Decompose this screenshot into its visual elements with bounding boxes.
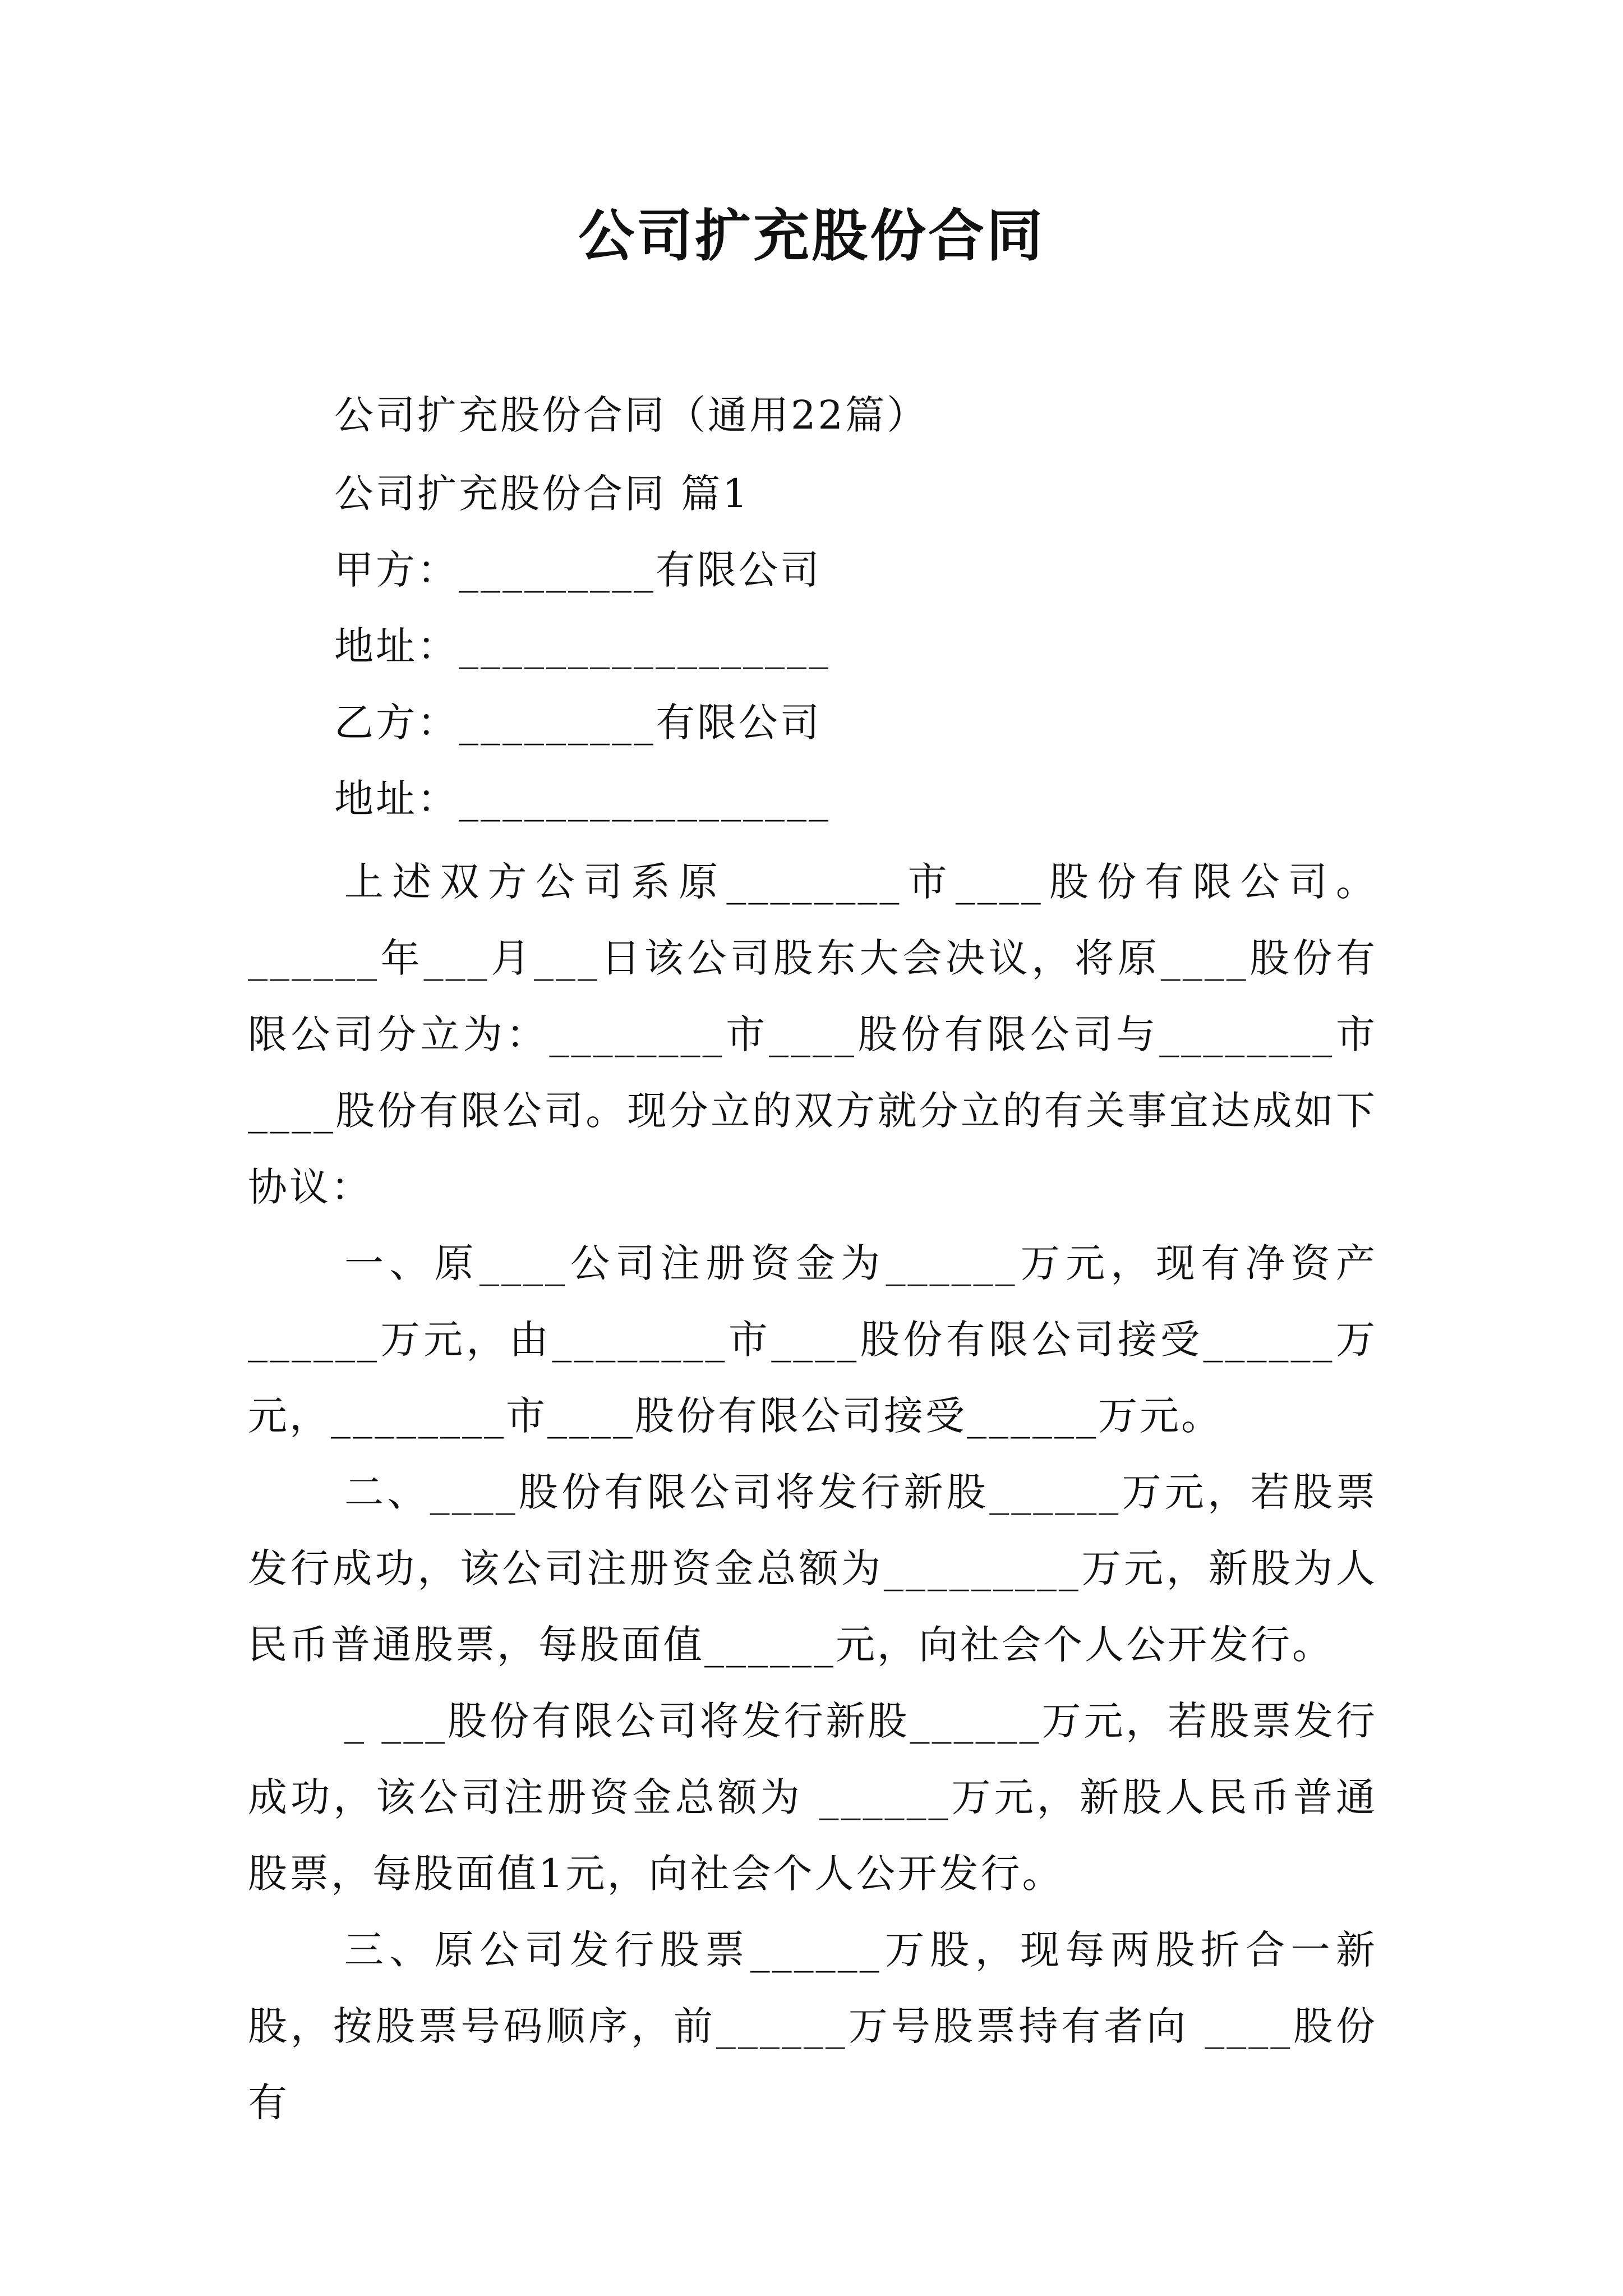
paragraph-2: 一、原____公司注册资金为______万元，现有净资产______万元，由________市____股份有限公司接受______万元，________市____股份有限公司接受______万元。 [248, 1240, 1377, 1439]
document-title: 公司扩充股份合同 [578, 203, 1045, 269]
document-subtitle: 公司扩充股份合同（通用22篇） [334, 392, 929, 438]
paragraph-5: 三、原公司发行股票______万股，现每两股折合一新股，按股票号码顺序，前______万号股票持有者向 ____股份有 [248, 1927, 1377, 2125]
paragraph-4: _ ___股份有限公司将发行新股______万元，若股票发行成功，该公司注册资金总额为 ______万元，新股人民币普通股票，每股面值1元，向社会个人公开发行。 [248, 1698, 1377, 1897]
party-b-line: 乙方：_________有限公司 [334, 700, 822, 746]
address-b-line: 地址：_________________ [334, 776, 831, 822]
address-a-line: 地址：_________________ [334, 623, 831, 669]
paragraph-1: 上述双方公司系原________市____股份有限公司。______年___月___日该公司股东大会决议，将原____股份有限公司分立为：________市____股份有限公司与________市____股份有限公司。现分立的双方就分立的有关事宜达成如下协议： [248, 859, 1377, 1210]
paragraph-3: 二、____股份有限公司将发行新股______万元，若股票发行成功，该公司注册资金总额为_________万元，新股为人民币普通股票，每股面值______元，向社会个人公开发行。 [248, 1469, 1377, 1668]
party-a-line: 甲方：_________有限公司 [334, 547, 822, 593]
section-heading: 公司扩充股份合同 篇1 [334, 471, 750, 517]
